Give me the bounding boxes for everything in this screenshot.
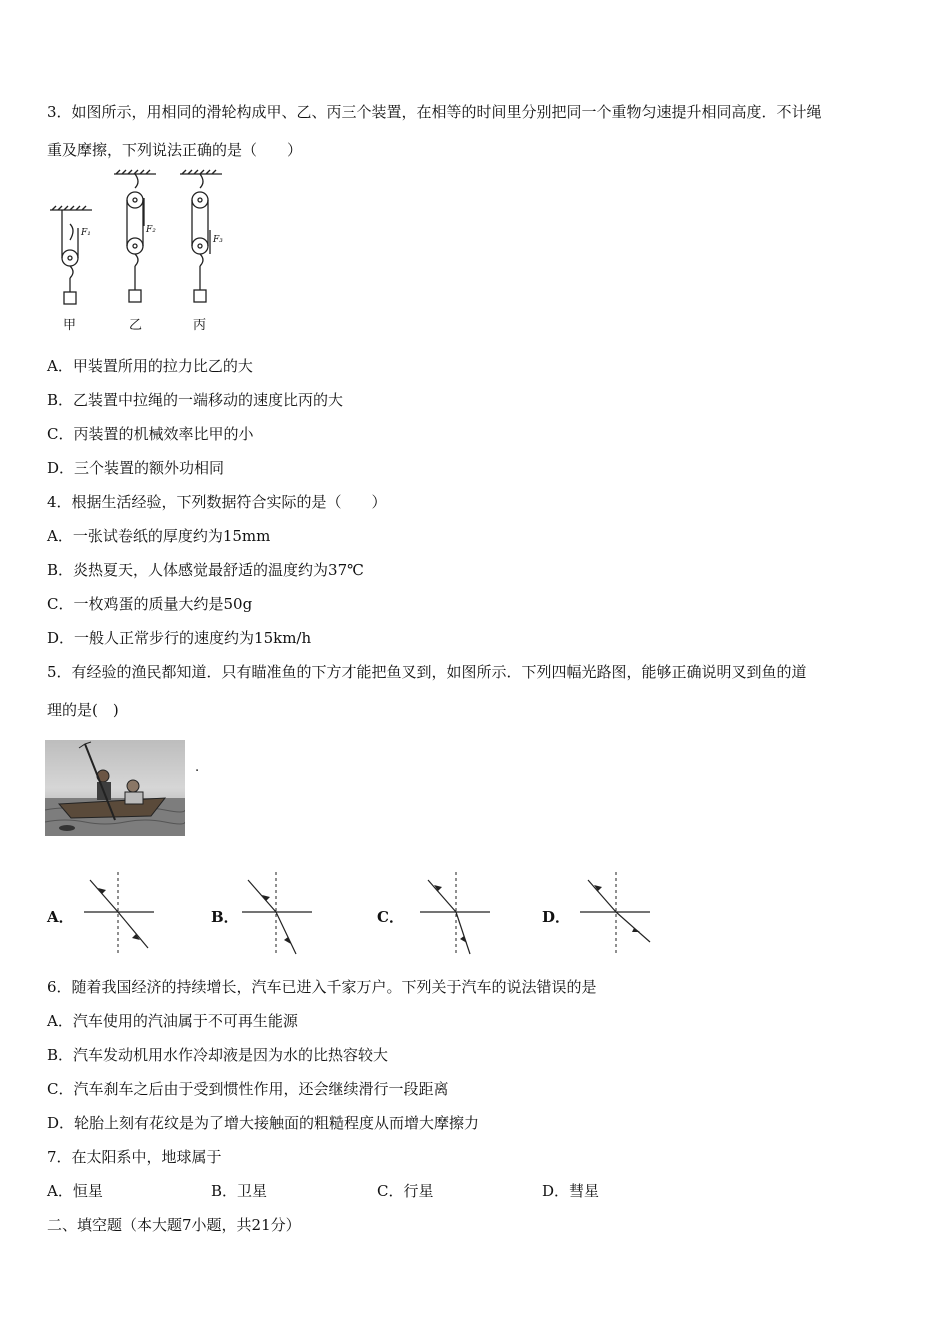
q4-option-b: B．炎热夏天，人体感觉最舒适的温度约为37℃ <box>47 561 364 579</box>
q4-stem: 4．根据生活经验，下列数据符合实际的是（ ） <box>47 493 387 511</box>
q5-fig-tail: . <box>195 760 200 775</box>
q7-stem: 7．在太阳系中，地球属于 <box>47 1148 222 1166</box>
q6-option-a: A．汽车使用的汽油属于不可再生能源 <box>47 1012 298 1030</box>
q5-stem-line2: 理的是( ) <box>47 701 119 719</box>
section-title: 二、填空题（本大题7小题，共21分） <box>47 1216 301 1234</box>
q3-stem-line1: 3．如图所示，用相同的滑轮构成甲、乙、丙三个装置，在相等的时间里分别把同一个重物匀速提升相同高度．不计绳 <box>47 103 822 121</box>
q5-label-b: B． <box>211 908 239 926</box>
q5-label-a: A． <box>47 908 74 926</box>
q6-stem: 6．随着我国经济的持续增长，汽车已进入千家万户。下列关于汽车的说法错误的是 <box>47 978 597 996</box>
arrow-down-right-icon <box>632 928 640 932</box>
q7-option-d: D．彗星 <box>542 1182 600 1200</box>
q4-option-c: C．一枚鸡蛋的质量大约是50g <box>47 595 253 613</box>
q3-option-d: D．三个装置的额外功相同 <box>47 459 225 477</box>
fig-label-yi: 乙 <box>129 318 143 333</box>
q3-option-c: C．丙装置的机械效率比甲的小 <box>47 425 254 443</box>
q5-label-d: D． <box>542 908 571 926</box>
q4-option-d: D．一般人正常步行的速度约为15km/h <box>47 629 312 647</box>
fig-label-bing: 丙 <box>193 318 207 333</box>
q3-stem-line2: 重及摩擦，下列说法正确的是（ ） <box>47 141 303 159</box>
q6-option-d: D．轮胎上刻有花纹是为了增大接触面的粗糙程度从而增大摩擦力 <box>47 1114 480 1132</box>
force-label-f1: F₁ <box>81 228 91 238</box>
q6-option-c: C．汽车刹车之后由于受到惯性作用，还会继续滑行一段距离 <box>47 1080 449 1098</box>
optics-diagram-d <box>578 870 654 956</box>
fig-label-jia: 甲 <box>63 318 77 333</box>
optics-diagram-b <box>240 870 314 956</box>
q3-option-b: B．乙装置中拉绳的一端移动的速度比丙的大 <box>47 391 344 409</box>
q3-option-a: A．甲装置所用的拉力比乙的大 <box>47 357 253 375</box>
force-label-f3: F₃ <box>213 235 223 245</box>
q7-option-b: B．卫星 <box>211 1182 268 1200</box>
q5-label-c: C． <box>377 908 404 926</box>
optics-diagram-a <box>82 870 156 956</box>
pulley-yi <box>114 170 156 302</box>
q7-option-c: C．行星 <box>377 1182 434 1200</box>
q4-option-a: A．一张试卷纸的厚度约为15mm <box>47 527 271 545</box>
pulley-figure <box>40 168 240 338</box>
arrow-up-icon <box>460 936 467 943</box>
force-label-f2: F₂ <box>146 225 156 235</box>
q6-option-b: B．汽车发动机用水作冷却液是因为水的比热容较大 <box>47 1046 389 1064</box>
pulley-jia <box>50 206 92 304</box>
fishing-photo <box>45 740 185 836</box>
q5-stem-line1: 5．有经验的渔民都知道．只有瞄准鱼的下方才能把鱼叉到，如图所示．下列四幅光路图，能够正确说明叉到鱼的道 <box>47 663 807 681</box>
optics-diagram-c <box>418 870 492 956</box>
q7-option-a: A．恒星 <box>47 1182 103 1200</box>
